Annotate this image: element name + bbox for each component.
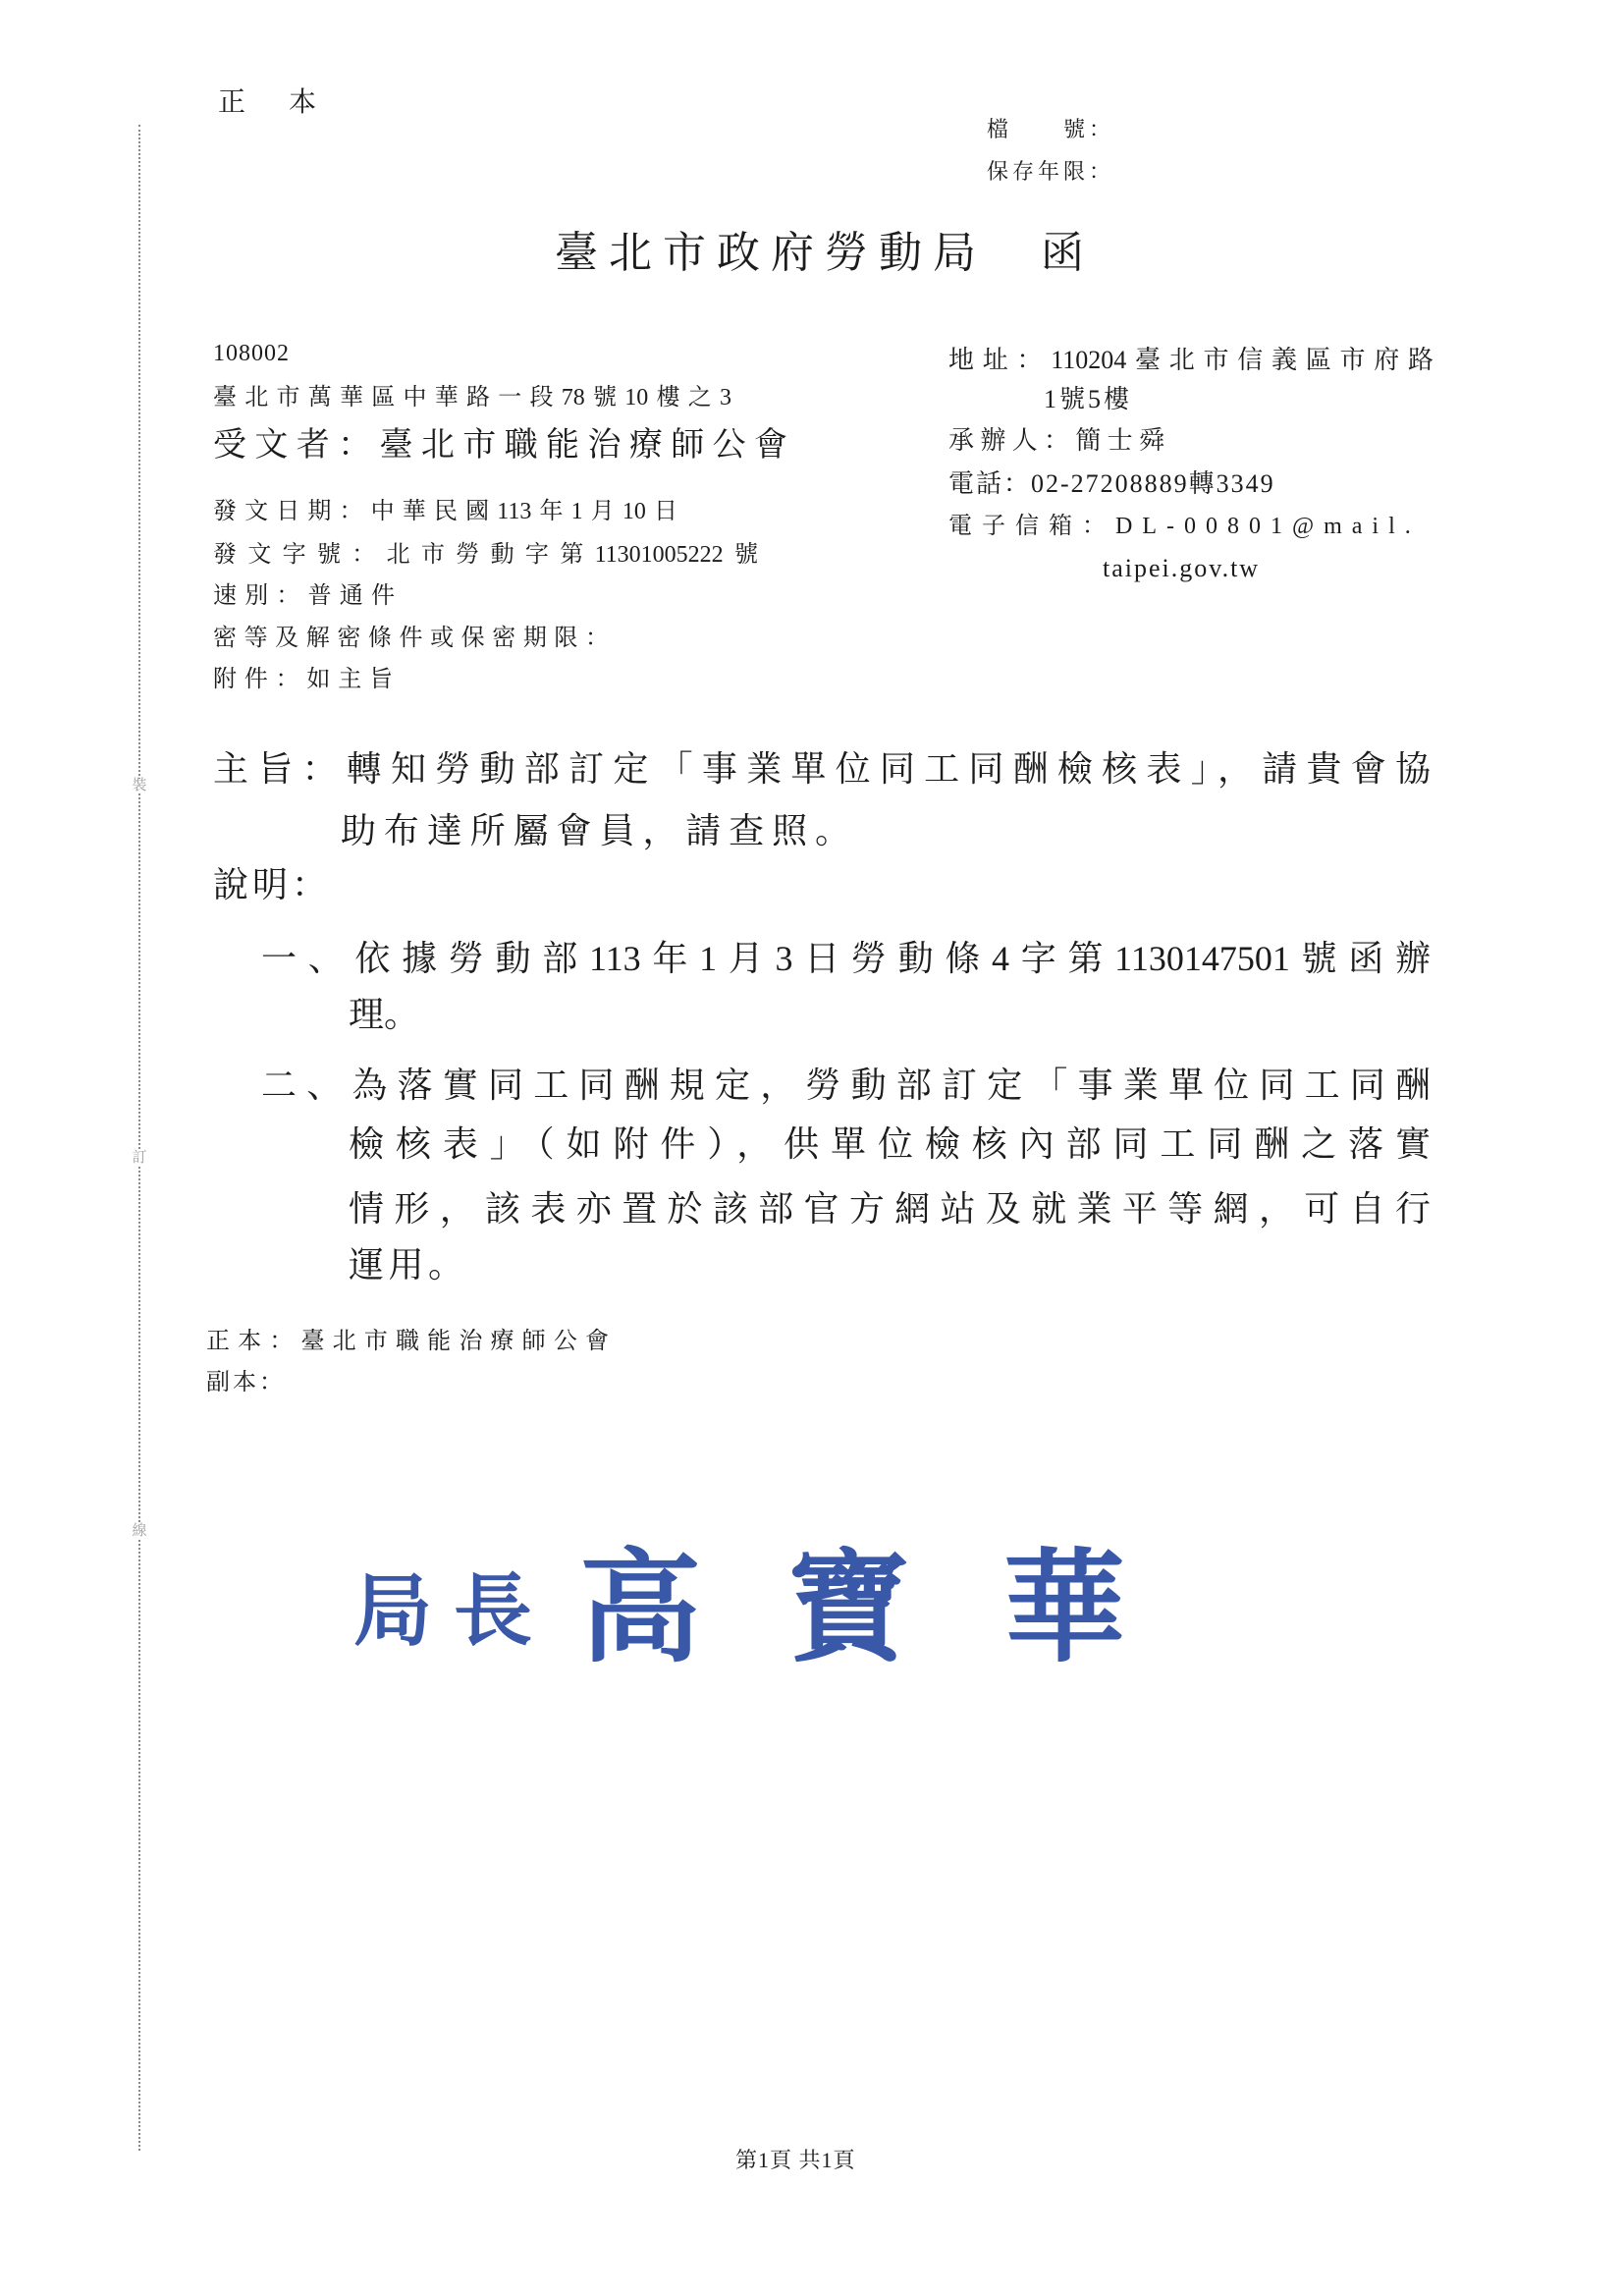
subject-line: 助布達所屬會員，請查照。: [341, 811, 850, 850]
page-footer: 第1頁 共1頁: [735, 2148, 856, 2172]
document-title: 臺北市政府勞動局 函: [555, 229, 1095, 277]
binding-mark-bind: 裝: [130, 779, 149, 793]
copy-type-label: 正 本: [218, 87, 325, 118]
binding-dotted-line: [138, 125, 140, 2151]
contact-address-line: 1號5樓: [1044, 385, 1133, 413]
distribution-copy: 副本：: [206, 1370, 286, 1395]
explanation-item-line: 運用。: [349, 1245, 463, 1285]
signature-name-char: 寶: [787, 1537, 910, 1679]
issue-date: 發文日期：中華民國113年1月10日: [213, 499, 677, 524]
contact-email: taipei.gov.tw: [1103, 554, 1261, 582]
contact-phone: 電話：02-27208889轉3349: [948, 469, 1275, 498]
contact-handler: 承辦人：簡士舜: [948, 426, 1164, 455]
binding-mark-staple: 訂: [130, 1151, 149, 1166]
explanation-item-line: 一、依據勞動部113年1月3日勞動條4字第1130147501號函辦: [261, 939, 1431, 978]
signature-title: 局長: [353, 1564, 554, 1657]
explanation-item-line: 檢核表」（如附件），供單位檢核內部同工同酬之落實: [349, 1124, 1431, 1164]
postal-code: 108002: [213, 341, 290, 366]
attachment-line: 附件：如主旨: [213, 667, 393, 692]
retention-period-label: 保存年限：: [987, 159, 1115, 184]
signature-name-char: 華: [1003, 1537, 1126, 1679]
signature-name-char: 高: [579, 1537, 702, 1679]
explanation-item-line: 情形，該表亦置於該部官方網站及就業平等網，可自行: [349, 1189, 1431, 1229]
file-number-label: 檔 號：: [987, 117, 1115, 141]
recipient-address: 臺北市萬華區中華路一段78號10樓之3: [213, 385, 731, 410]
explanation-item-line: 二、為落實同工同酬規定，勞動部訂定「事業單位同工同酬: [261, 1066, 1431, 1105]
contact-address-line: 地址：110204臺北市信義區市府路: [948, 346, 1434, 374]
recipient-line: 受文者：臺北市職能治療師公會: [213, 427, 787, 464]
delivery-speed: 速別：普通件: [213, 583, 395, 609]
subject-line: 主旨：轉知勞動部訂定「事業單位同工同酬檢核表」，請貴會協: [213, 749, 1431, 789]
explanation-heading: 說明：: [213, 865, 327, 904]
contact-email: 電子信箱：DL-00801@mail.: [948, 514, 1421, 539]
explanation-item-line: 理。: [349, 995, 420, 1034]
distribution-original: 正本：臺北市職能治療師公會: [206, 1329, 609, 1354]
secrecy-level: 密等及解密條件或保密期限：: [213, 626, 609, 651]
document-number: 發文字號：北市勞動字第11301005222號: [213, 542, 758, 568]
binding-mark-line: 線: [130, 1524, 149, 1539]
